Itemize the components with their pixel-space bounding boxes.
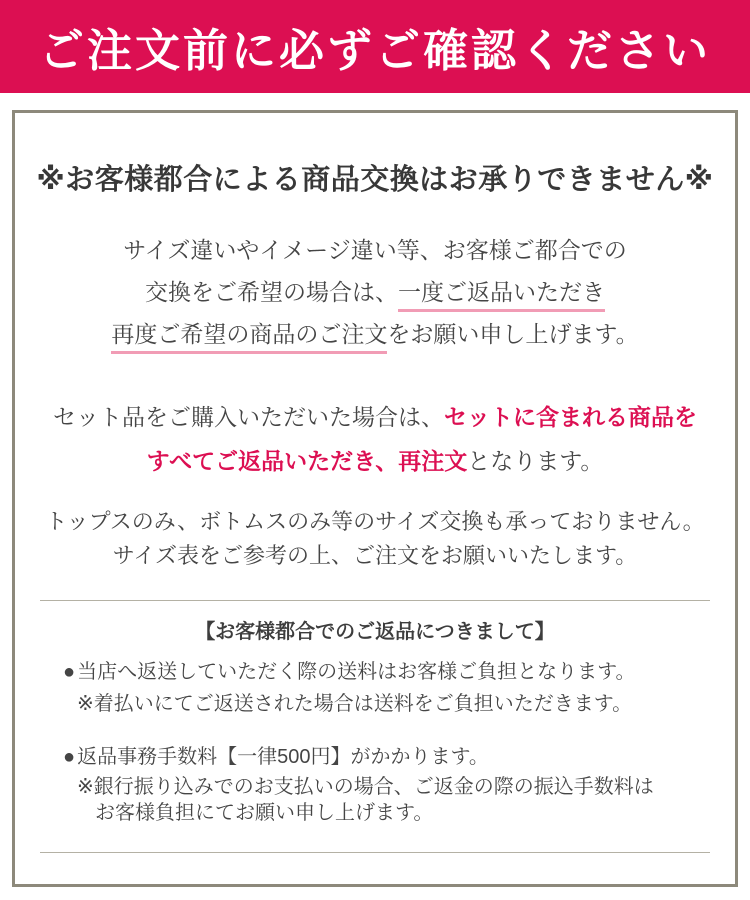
set-item-paragraph bbox=[15, 395, 735, 483]
returns-section-title: 【お客様都合でのご返品につきまして】 bbox=[195, 621, 555, 643]
size-line-2: サイズ表をご参考の上、ご注文をお願いいたします。 bbox=[112, 543, 638, 568]
set-line-2-text: となります。 bbox=[467, 448, 604, 474]
bullet-icon: ● bbox=[63, 661, 76, 683]
exchange-policy-paragraph bbox=[15, 229, 735, 355]
exchange-line-3-underlined: 再度ご希望の商品のご注文 bbox=[111, 321, 387, 354]
set-line-1-accent: セットに含まれる商品を bbox=[444, 404, 697, 430]
divider-bottom bbox=[40, 852, 710, 853]
exchange-line-1: サイズ違いやイメージ違い等、お客様ご都合での bbox=[123, 237, 627, 263]
set-line-1 bbox=[15, 395, 735, 439]
header-banner bbox=[0, 0, 750, 93]
banner-title: ご注文前に必ずご確認ください bbox=[38, 26, 711, 76]
set-line-2 bbox=[15, 439, 735, 483]
set-line-2-accent: すべてご返品いただき、再注文 bbox=[146, 448, 468, 474]
divider-top bbox=[40, 600, 710, 601]
exchange-line-2-underlined: 一度ご返品いただき bbox=[398, 279, 605, 312]
notice-box bbox=[12, 110, 738, 887]
size-line-1: トップスのみ、ボトムスのみ等のサイズ交換も承っておりません。 bbox=[45, 509, 705, 534]
returns-item-fee bbox=[15, 744, 735, 770]
returns-item-fee-note-line-1: ※銀行振り込みでのお支払いの場合、ご返金の際の振込手数料は bbox=[77, 776, 654, 798]
returns-item-shipping-note: ※着払いにてご返送された場合は送料をご負担いただきます。 bbox=[77, 693, 633, 715]
returns-item-fee-text: 返品事務手数料【一律500円】がかかります。 bbox=[77, 746, 489, 768]
bullet-icon: ● bbox=[63, 746, 76, 768]
exchange-line-3 bbox=[15, 313, 735, 355]
returns-item-shipping-text: 当店へ返送していただく際の送料はお客様ご負担となります。 bbox=[77, 661, 636, 683]
returns-item-fee-note-line-2: お客様負担にてお願い申し上げます。 bbox=[95, 802, 434, 824]
no-exchange-heading: ※お客様都合による商品交換はお承りできません※ bbox=[36, 164, 714, 196]
returns-item-shipping bbox=[15, 659, 735, 685]
exchange-line-2 bbox=[15, 271, 735, 313]
exchange-line-2-text: 交換をご希望の場合は、 bbox=[145, 279, 398, 305]
set-line-1-text: セット品をご購入いただいた場合は、 bbox=[53, 404, 444, 430]
exchange-line-3-text: をお願い申し上げます。 bbox=[387, 321, 639, 347]
size-exchange-paragraph bbox=[15, 505, 735, 573]
